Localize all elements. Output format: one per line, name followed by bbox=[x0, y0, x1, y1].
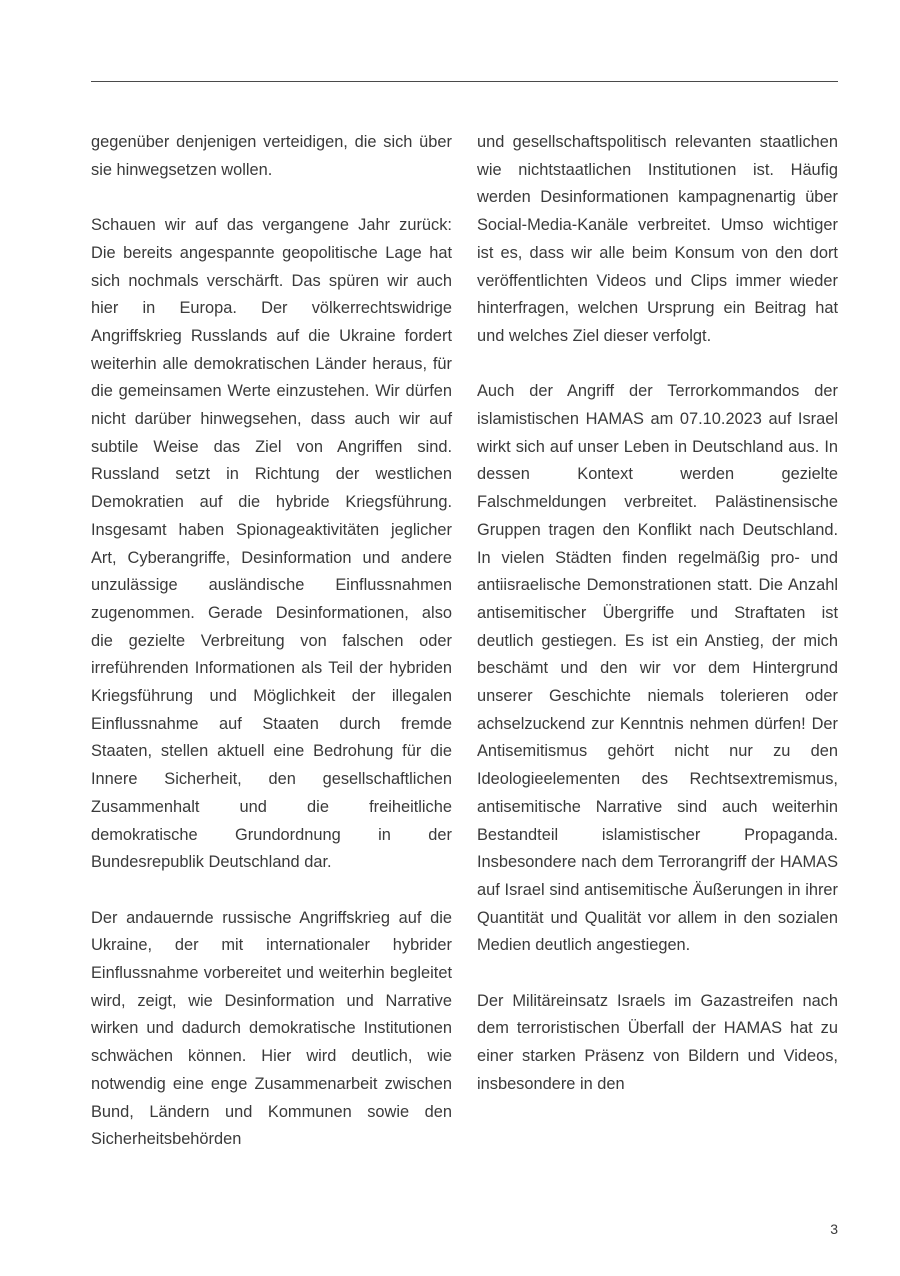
paragraph: Schauen wir auf das vergangene Jahr zurück: Die bereits angespannte geopolitische Lage hat sich nochmals verschärft. Das spüren wir auch hier in Europa. Der völkerrechtswidrige Angriffskrieg Russlands auf die Ukraine fordert weiterhin alle demokratischen Länder heraus, für die gemeinsamen Werte einzustehen. Wir dürfen nicht darüber hinwegsehen, dass auch wir auf subtile Weise das Ziel von Angriffen sind. Russland setzt in Richtung der westlichen Demokratien auf die hybride Kriegsführung. Insgesamt haben Spionageaktivitäten jeglicher Art, Cyberangriffe, Desinformation und andere unzulässige ausländische Einflussnahmen zugenommen. Gerade Desinformationen, also die gezielte Verbreitung von falschen oder irreführenden Informationen als Teil der hybriden Kriegsführung und Möglichkeit der illegalen Einflussnahme auf Staaten durch fremde Staaten, stellen aktuell eine Bedrohung für die Innere Sicherheit, den gesellschaftlichen Zusammenhalt und die freiheitliche demokratische Grundordnung in der Bundesrepublik Deutschland dar. bbox=[91, 216, 452, 872]
paragraph: gegenüber denjenigen verteidigen, die sich über sie hinwegsetzen wollen. bbox=[91, 133, 452, 179]
paragraph: Auch der Angriff der Terrorkommandos der islamistischen HAMAS am 07.10.2023 auf Israel wirkt sich auf unser Leben in Deutschland aus. In dessen Kontext werden gezielte Falschmeldungen verbreitet. Palästinensische Gruppen tragen den Konflikt nach Deutschland. In vielen Städten finden regelmäßig pro- und antiisraelische Demonstrationen statt. Die Anzahl antisemitischer Übergriffe und Straftaten ist deutlich gestiegen. Es ist ein Anstieg, der mich beschämt und den wir vor dem Hintergrund unserer Geschichte niemals tolerieren oder achselzuckend zur Kenntnis nehmen dürfen! Der Antisemitismus gehört nicht nur zu den Ideologieelementen des Rechtsextremismus, antisemitische Narrative sind auch weiterhin Bestandteil islamistischer Propaganda. Insbesondere nach dem Terrorangriff der HAMAS auf Israel sind antisemitische Äußerungen in ihrer Quantität und Qualität vor allem in den sozialen Medien deutlich angestiegen. bbox=[477, 382, 838, 955]
page-number: 3 bbox=[830, 1221, 838, 1237]
header-rule bbox=[91, 81, 838, 82]
paragraph: Der andauernde russische Angriffskrieg auf die Ukraine, der mit internationaler hybrider Einflussnahme vorbereitet und weiterhin begleitet wird, zeigt, wie Desinformation und Narrative wirken und dadurch demokratische Institutionen schwächen können. Hier wird deutlich, wie notwendig eine enge Zusammenarbeit zwischen Bund, Ländern und Kommunen sowie den Sicherheitsbehörden bbox=[91, 908, 452, 1149]
paragraph: und gesellschaftspolitisch relevanten staatlichen wie nichtstaatlichen Institutionen ist. Häufig werden Desinformationen kampagnenartig über Social-Media-Kanäle verbreitet. Umso wichtiger ist es, dass wir alle beim Konsum von den dort veröffentlichten Videos und Clips immer wieder hinterfragen, welchen Ursprung ein Beitrag hat und welches Ziel dieser verfolgt. bbox=[477, 133, 838, 345]
paragraph: Der Militäreinsatz Israels im Gazastreifen nach dem terroristischen Überfall der HAMAS hat zu einer starken Präsenz von Bildern und Videos, insbesondere in den bbox=[477, 991, 838, 1093]
left-column bbox=[91, 129, 452, 1182]
right-column bbox=[477, 129, 838, 1126]
